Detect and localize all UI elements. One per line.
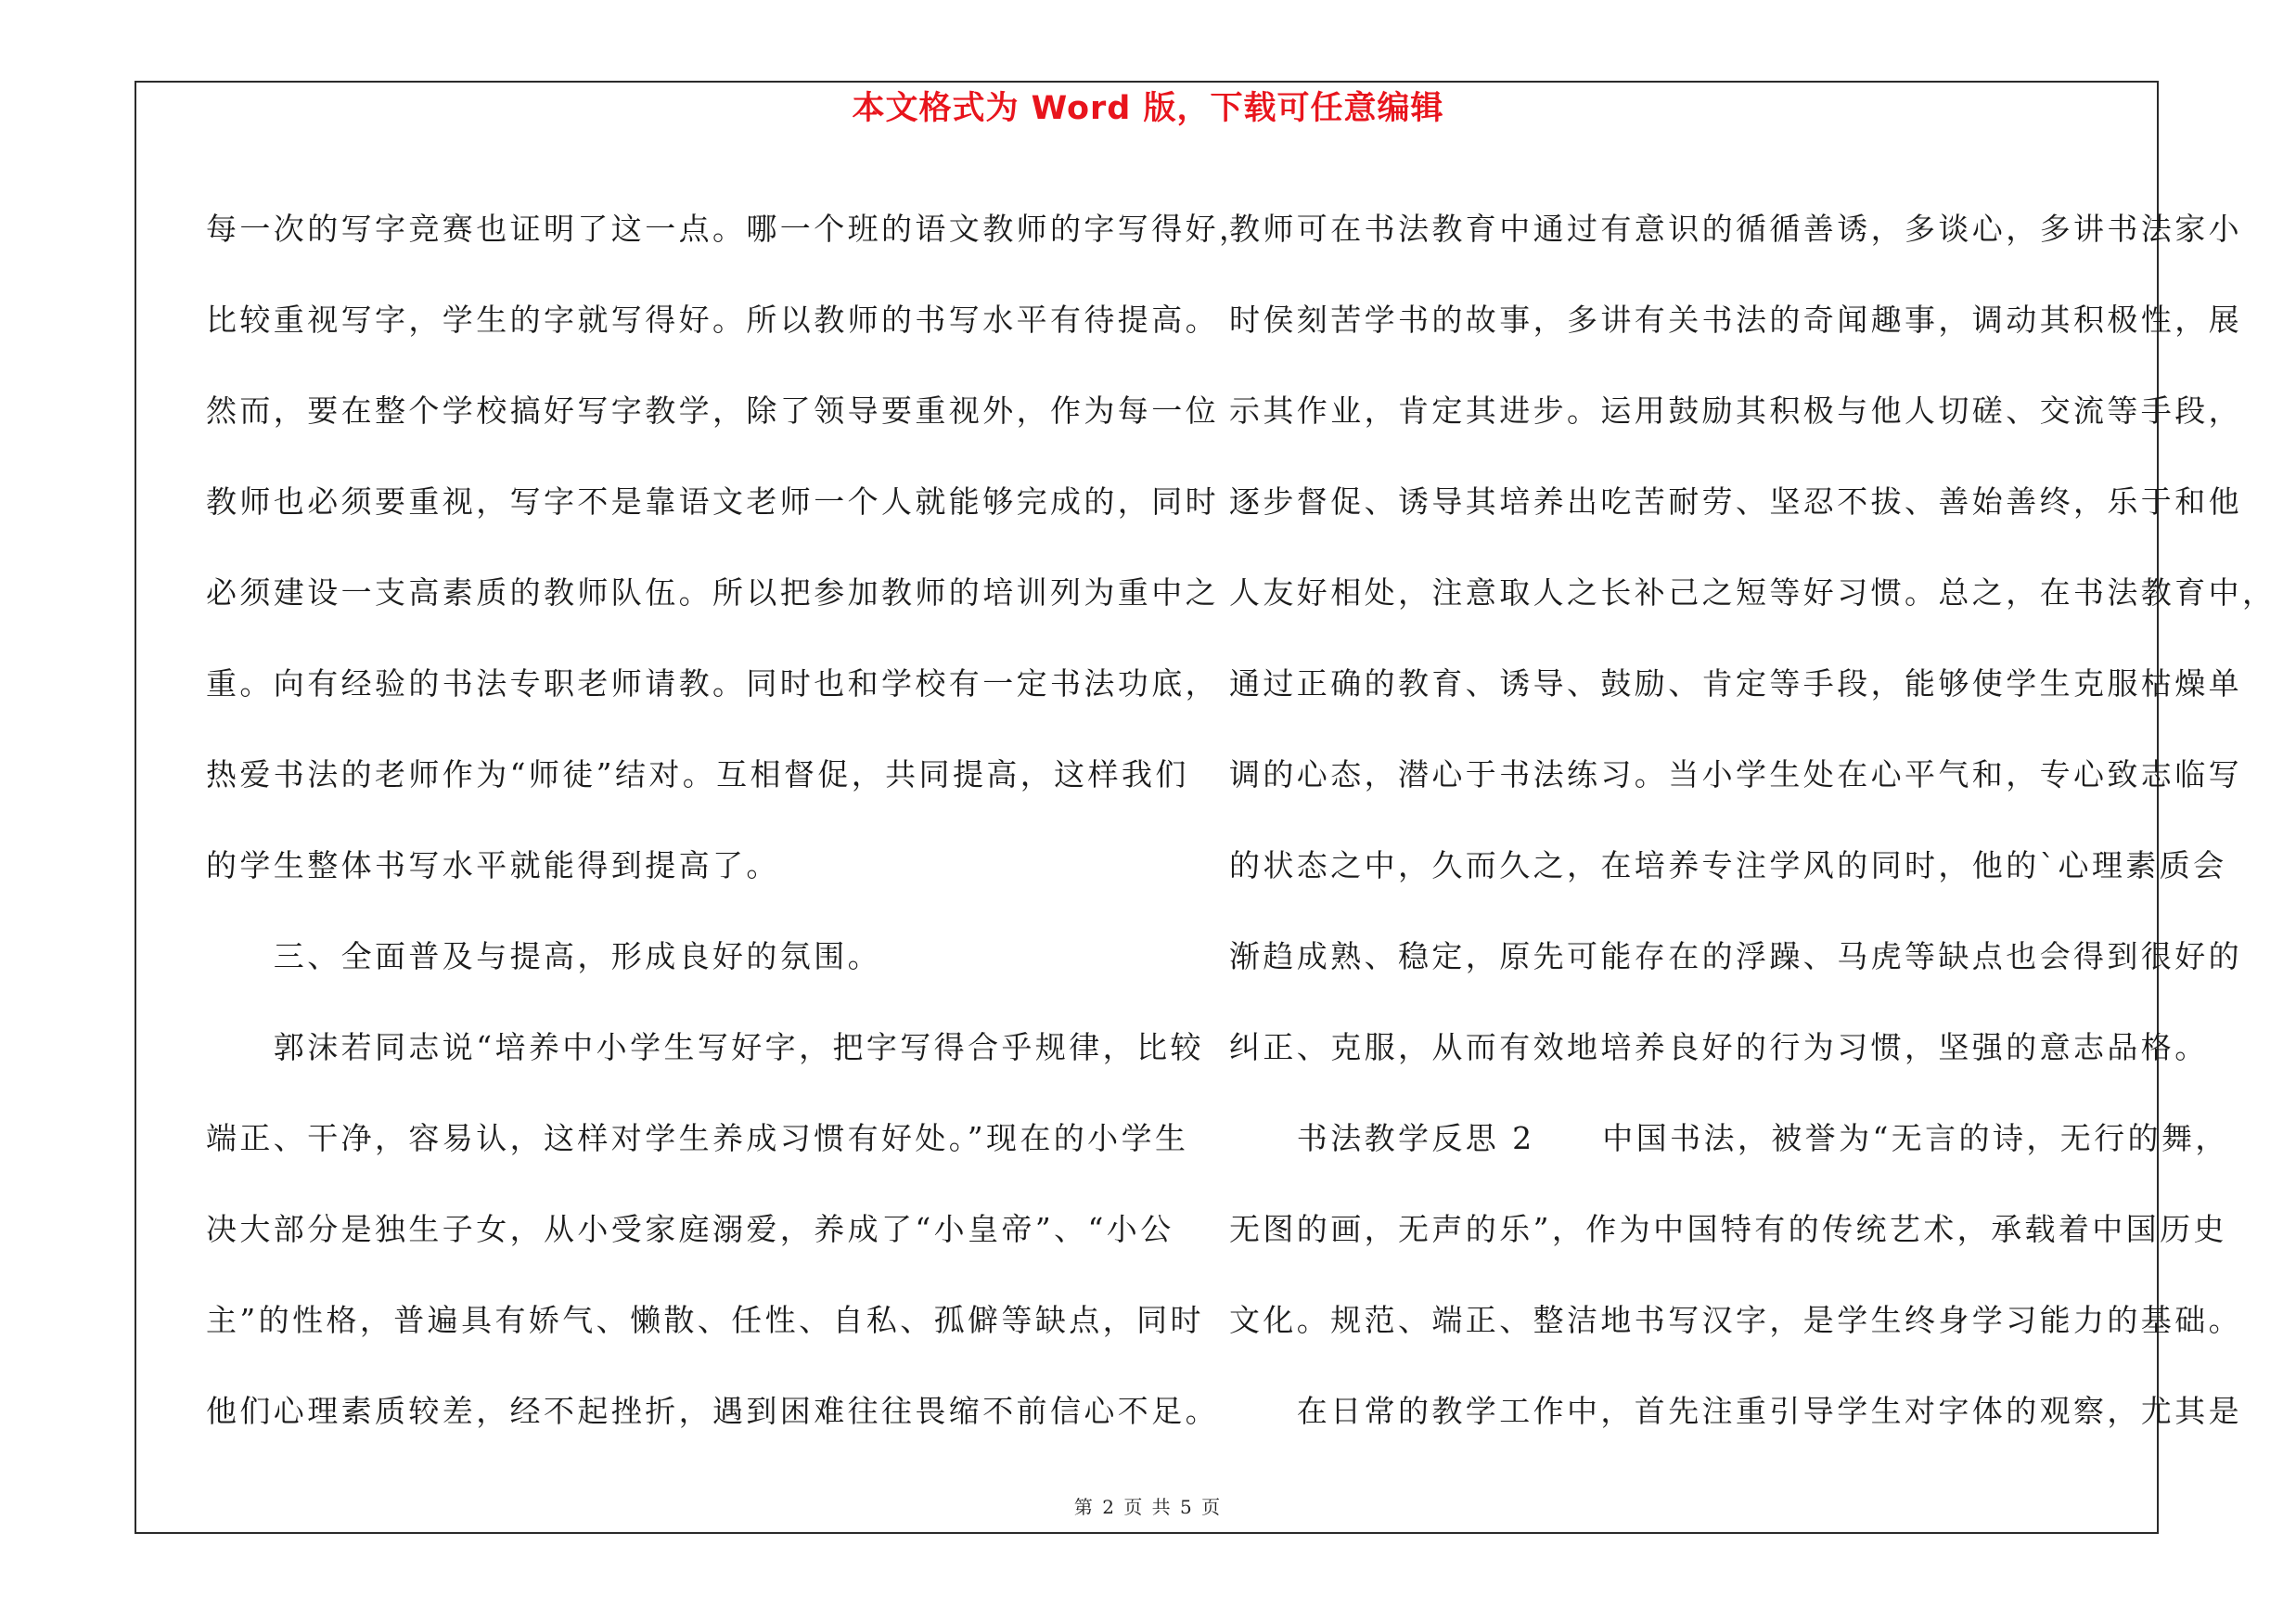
text-line: 的状态之中，久而久之，在培养专注学风的同时，他的`心理素质会 — [1229, 847, 2227, 883]
left-text-column — [206, 184, 1253, 1457]
text-line: 调的心态，潜心于书法练习。当小学生处在心平气和，专心致志临写 — [1229, 756, 2242, 792]
text-line: 示其作业，肯定其进步。运用鼓励其积极与他人切磋、交流等手段， — [1229, 393, 2242, 429]
text-line: 纠正、克服，从而有效地培养良好的行为习惯，坚强的意志品格。 — [1229, 1029, 2209, 1065]
text-line: 无图的画，无声的乐”，作为中国特有的传统艺术，承载着中国历史 — [1229, 1211, 2227, 1247]
text-line: 必须建设一支高素质的教师队伍。所以把参加教师的培训列为重中之 — [206, 574, 1219, 611]
text-line: 每一次的写字竞赛也证明了这一点。哪一个班的语文教师的字写得好， — [206, 211, 1253, 247]
right-text-column — [1229, 184, 2277, 1457]
text-line: 教师也必须要重视，写字不是靠语文老师一个人就能够完成的，同时 — [206, 483, 1219, 520]
text-line: 热爱书法的老师作为“师徒”结对。互相督促，共同提高，这样我们 — [206, 756, 1189, 792]
text-line: 比较重视写字，学生的字就写得好。所以教师的书写水平有待提高。 — [206, 302, 1219, 338]
header-banner: 本文格式为 Word 版，下载可任意编辑 — [852, 90, 1444, 127]
text-line: 通过正确的教育、诱导、鼓励、肯定等手段，能够使学生克服枯燥单 — [1229, 665, 2242, 702]
text-line: 端正、干净，容易认，这样对学生养成习惯有好处。”现在的小学生 — [206, 1120, 1189, 1156]
text-line: 郭沫若同志说“培养中小学生写好字，把字写得合乎规律，比较 — [206, 1029, 1204, 1065]
text-line: 他们心理素质较差，经不起挫折，遇到困难往往畏缩不前信心不足。 — [206, 1393, 1219, 1429]
text-line: 文化。规范、端正、整洁地书写汉字，是学生终身学习能力的基础。 — [1229, 1302, 2242, 1338]
text-line: 教师可在书法教育中通过有意识的循循善诱，多谈心，多讲书法家小 — [1229, 211, 2242, 247]
section-heading: 书法教学反思 2 中国书法，被誉为“无言的诗，无行的舞， — [1229, 1120, 2229, 1156]
text-line: 主”的性格，普遍具有娇气、懒散、任性、自私、孤僻等缺点，同时 — [206, 1302, 1204, 1338]
text-line: 重。向有经验的书法专职老师请教。同时也和学校有一定书法功底， — [206, 665, 1219, 702]
text-line: 人友好相处，注意取人之长补己之短等好习惯。总之，在书法教育中， — [1229, 574, 2277, 611]
text-line: 渐趋成熟、稳定，原先可能存在的浮躁、马虎等缺点也会得到很好的 — [1229, 938, 2242, 974]
section-heading: 三、全面普及与提高，形成良好的氛围。 — [206, 938, 881, 974]
page-number-footer: 第 2 页 共 5 页 — [1073, 1496, 1223, 1518]
text-line: 逐步督促、诱导其培养出吃苦耐劳、坚忍不拔、善始善终，乐于和他 — [1229, 483, 2242, 520]
text-line: 在日常的教学工作中，首先注重引导学生对字体的观察，尤其是 — [1229, 1393, 2242, 1429]
text-line: 决大部分是独生子女，从小受家庭溺爱，养成了“小皇帝”、“小公 — [206, 1211, 1174, 1247]
text-line: 然而，要在整个学校搞好写字教学，除了领导要重视外，作为每一位 — [206, 393, 1219, 429]
text-line: 的学生整体书写水平就能得到提高了。 — [206, 847, 780, 883]
text-line: 时侯刻苦学书的故事，多讲有关书法的奇闻趣事，调动其积极性，展 — [1229, 302, 2242, 338]
